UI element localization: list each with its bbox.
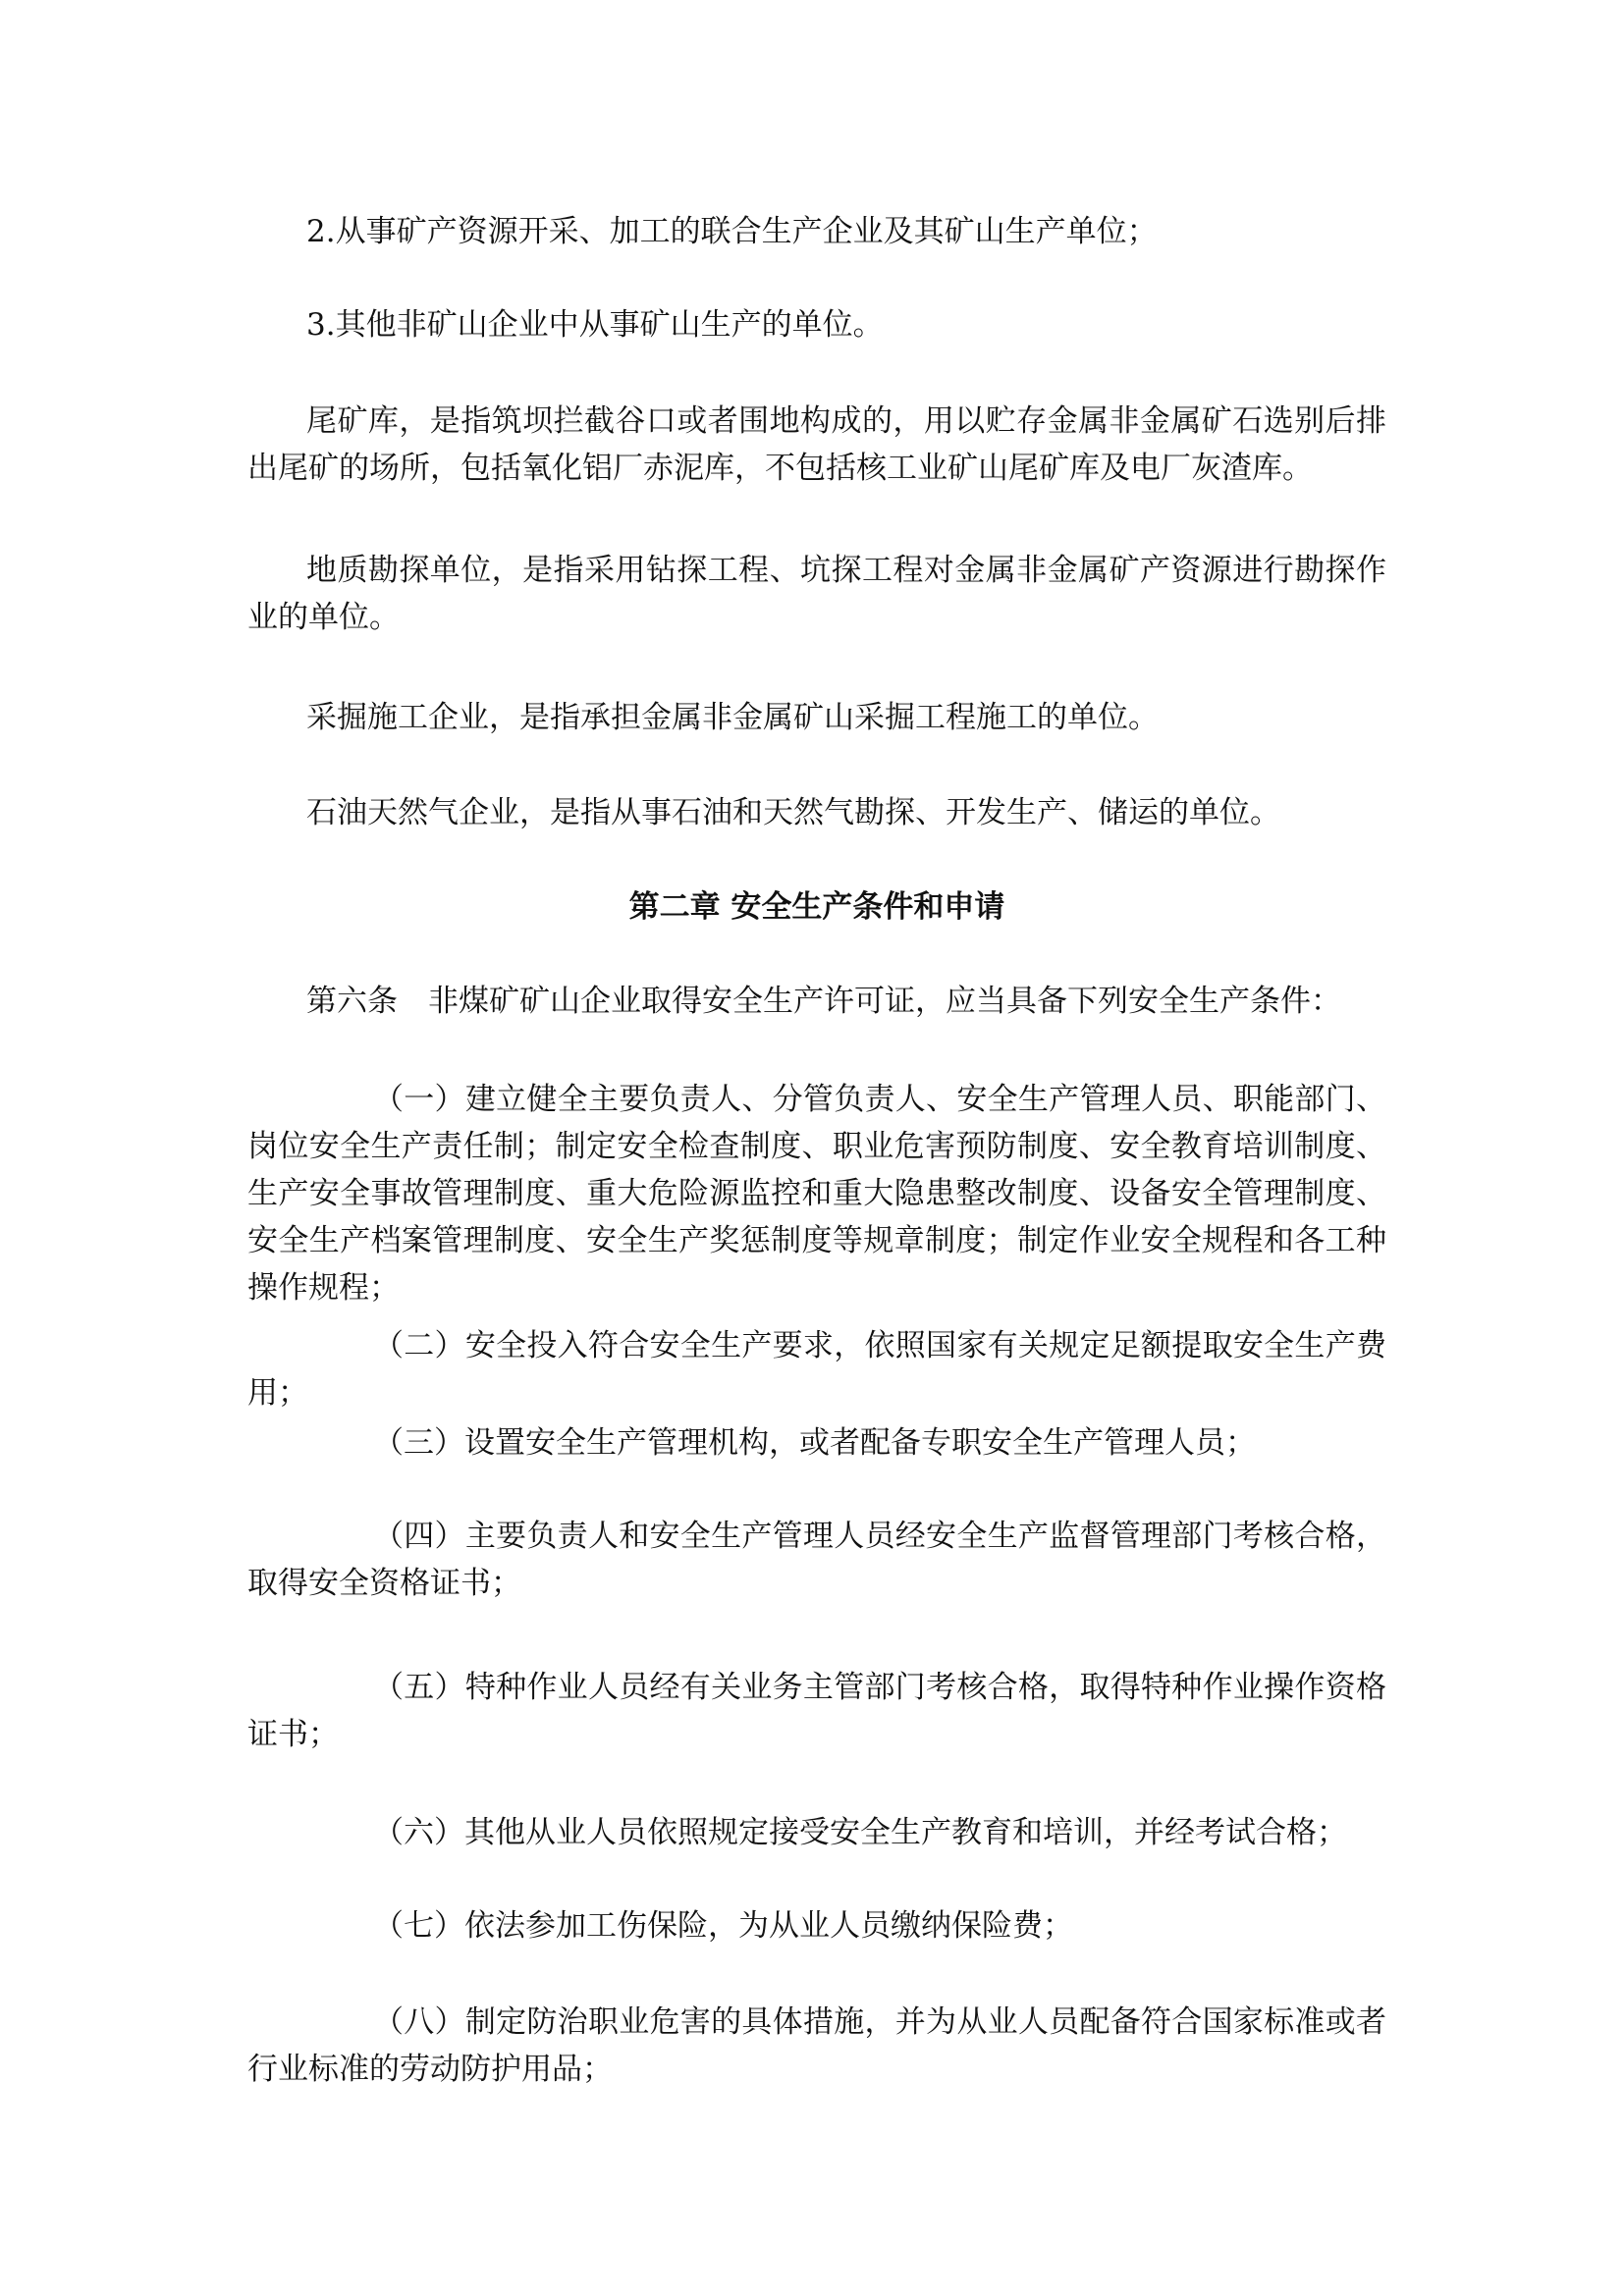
condition-item-5: （五）特种作业人员经有关业务主管部门考核合格，取得特种作业操作资格证书； <box>247 1670 1386 1752</box>
article-6: 第六条 非煤矿矿山企业取得安全生产许可证，应当具备下列安全生产条件： <box>306 984 1341 1019</box>
condition-item-4: （四）主要负责人和安全生产管理人员经安全生产监督管理部门考核合格，取得安全资格证书； <box>247 1519 1386 1601</box>
condition-item-1: （一）建立健全主要负责人、分管负责人、安全生产管理人员、职能部门、岗位安全生产责任制；制定安全检查制度、职业危害预防制度、安全教育培训制度、生产安全事故管理制度、重大危险源监控和重大隐患整改制度、设备安全管理制度、安全生产档案管理制度、安全生产奖惩制度等规章制度；制定作业安全规程和各工种操作规程； <box>247 1082 1386 1306</box>
condition-item-8: （八）制定防治职业危害的具体措施，并为从业人员配备符合国家标准或者行业标准的劳动防护用品； <box>247 2004 1386 2087</box>
condition-item-2: （二）安全投入符合安全生产要求，依照国家有关规定足额提取安全生产费用； <box>247 1328 1386 1411</box>
condition-item-6: （六）其他从业人员依照规定接受安全生产教育和培训，并经考试合格； <box>373 1815 1347 1850</box>
paragraph-geological-exploration-definition: 地质勘探单位，是指采用钻探工程、坑探工程对金属非金属矿产资源进行勘探作业的单位。 <box>247 553 1386 635</box>
chapter-heading: 第二章 安全生产条件和申请 <box>628 889 1005 925</box>
paragraph-tailings-definition: 尾矿库，是指筑坝拦截谷口或者围地构成的，用以贮存金属非金属矿石选别后排出尾矿的场所，包括氧化铝厂赤泥库，不包括核工业矿山尾矿库及电厂灰渣库。 <box>247 403 1386 486</box>
paragraph-oil-gas-definition: 石油天然气企业，是指从事石油和天然气勘探、开发生产、储运的单位。 <box>306 795 1280 830</box>
paragraph-item-2: 2.从事矿产资源开采、加工的联合生产企业及其矿山生产单位； <box>306 214 1158 249</box>
condition-item-7: （七）依法参加工伤保险，为从业人员缴纳保险费； <box>373 1908 1073 1944</box>
condition-item-3: （三）设置安全生产管理机构，或者配备专职安全生产管理人员； <box>373 1425 1256 1461</box>
paragraph-item-3: 3.其他非矿山企业中从事矿山生产的单位。 <box>306 307 884 343</box>
paragraph-mining-construction-definition: 采掘施工企业，是指承担金属非金属矿山采掘工程施工的单位。 <box>306 700 1159 735</box>
